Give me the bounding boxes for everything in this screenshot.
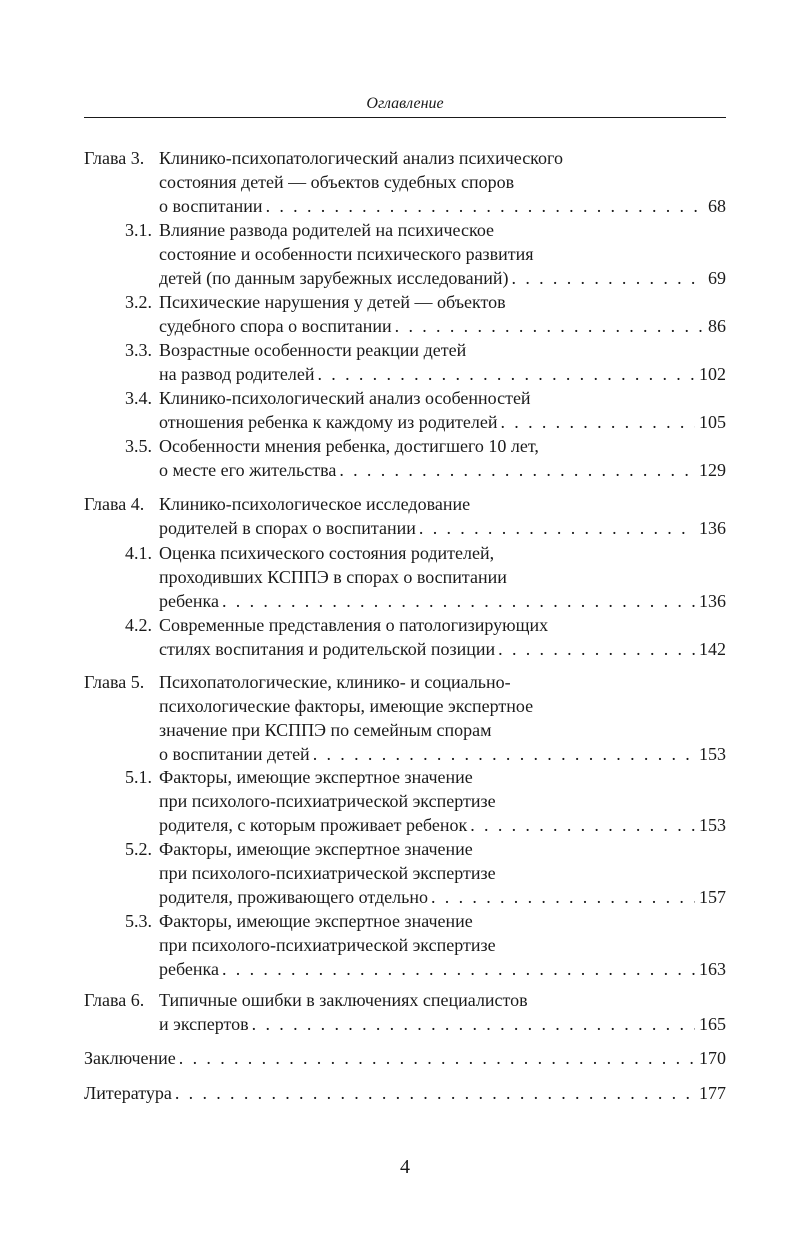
leader-dots (222, 589, 695, 613)
entry-line: Факторы, имеющие экспертное значение (159, 839, 473, 859)
entry-line: Типичные ошибки в заключениях специалистов (159, 990, 528, 1010)
page-ref: 153 (699, 744, 726, 764)
entry-line: Заключение (84, 1048, 176, 1068)
page-ref: 157 (699, 887, 726, 907)
entry-line: психологические факторы, имеющие экспертное (159, 696, 534, 716)
entry-line: значение при КСППЭ по семейным спорам (159, 720, 492, 740)
leader-dots (266, 194, 704, 218)
section-number: 3.3. (125, 340, 152, 360)
page-ref: 129 (699, 460, 726, 480)
entry-line: при психолого-психиатрической экспертизе (159, 935, 496, 955)
section-number: 4.1. (125, 543, 152, 563)
entry-line: при психолого-психиатрической экспертизе (159, 791, 496, 811)
page-number: 4 (400, 1156, 410, 1178)
entry-line: состояния детей — объектов судебных споров (159, 172, 515, 192)
section-number: 3.1. (125, 220, 152, 240)
chapter-number: Глава 4. (84, 494, 145, 514)
leader-dots (222, 957, 695, 981)
entry-line: Психические нарушения у детей — объектов (159, 292, 506, 312)
page-ref: 153 (699, 815, 726, 835)
entry-line: Современные представления о патологизирующих (159, 615, 549, 635)
leader-dots (431, 885, 695, 909)
entry-line: на развод родителей (159, 364, 315, 384)
entry-line: ребенка (159, 959, 219, 979)
entry-line: Возрастные особенности реакции детей (159, 340, 467, 360)
page-ref: 69 (708, 268, 726, 288)
chapter-number: Глава 6. (84, 990, 145, 1010)
entry-line: Клинико-психологическое исследование (159, 494, 471, 514)
leader-dots (339, 458, 695, 482)
leader-dots (179, 1046, 695, 1070)
leader-dots (395, 314, 704, 338)
page-ref: 136 (699, 591, 726, 611)
entry-line: родителя, с которым проживает ребенок (159, 815, 468, 835)
section-number: 3.2. (125, 292, 152, 312)
chapter-number: Глава 5. (84, 672, 145, 692)
entry-line: Литература (84, 1083, 172, 1103)
section-number: 5.2. (125, 839, 152, 859)
entry-line: Клинико-психологический анализ особенностей (159, 388, 531, 408)
leader-dots (317, 362, 695, 386)
chapter-number: Глава 3. (84, 148, 145, 168)
section-number: 3.5. (125, 436, 152, 456)
entry-line: Влияние развода родителей на психическое (159, 220, 495, 240)
entry-line: ребенка (159, 591, 219, 611)
entry-line: отношения ребенка к каждому из родителей (159, 412, 498, 432)
header-rule (84, 117, 726, 118)
entry-line: о воспитании детей (159, 744, 310, 764)
leader-dots (313, 742, 695, 766)
page-ref: 136 (699, 518, 726, 538)
page-ref: 102 (699, 364, 726, 384)
page-ref: 142 (699, 639, 726, 659)
entry-line: судебного спора о воспитании (159, 316, 392, 336)
leader-dots (419, 516, 695, 540)
page-ref: 68 (708, 196, 726, 216)
entry-line: Клинико-психопатологический анализ психического (159, 148, 563, 168)
entry-line: проходивших КСППЭ в спорах о воспитании (159, 567, 507, 587)
section-number: 3.4. (125, 388, 152, 408)
page-ref: 177 (699, 1083, 726, 1103)
entry-line: при психолого-психиатрической экспертизе (159, 863, 496, 883)
section-number: 5.1. (125, 767, 152, 787)
leader-dots (500, 410, 695, 434)
leader-dots (175, 1081, 695, 1105)
section-number: 5.3. (125, 911, 152, 931)
entry-line: детей (по данным зарубежных исследований) (159, 268, 509, 288)
page-ref: 170 (699, 1048, 726, 1068)
entry-line: о воспитании (159, 196, 263, 216)
entry-line: Оценка психического состояния родителей, (159, 543, 495, 563)
entry-line: Особенности мнения ребенка, достигшего 10 лет, (159, 436, 539, 456)
entry-line: Факторы, имеющие экспертное значение (159, 911, 473, 931)
page-ref: 163 (699, 959, 726, 979)
entry-line: Факторы, имеющие экспертное значение (159, 767, 473, 787)
page-ref: 165 (699, 1014, 726, 1034)
entry-line: Психопатологические, клинико- и социально- (159, 672, 511, 692)
entry-line: родителей в спорах о воспитании (159, 518, 416, 538)
entry-line: состояние и особенности психического развития (159, 244, 534, 264)
entry-line: родителя, проживающего отдельно (159, 887, 428, 907)
entry-line: о месте его жительства (159, 460, 337, 480)
leader-dots (498, 637, 695, 661)
leader-dots (252, 1012, 695, 1036)
entry-line: и экспертов (159, 1014, 249, 1034)
leader-dots (512, 266, 704, 290)
section-number: 4.2. (125, 615, 152, 635)
leader-dots (470, 813, 695, 837)
page-ref: 105 (699, 412, 726, 432)
entry-line: стилях воспитания и родительской позиции (159, 639, 496, 659)
running-header: Оглавление (366, 95, 444, 112)
page-ref: 86 (708, 316, 726, 336)
